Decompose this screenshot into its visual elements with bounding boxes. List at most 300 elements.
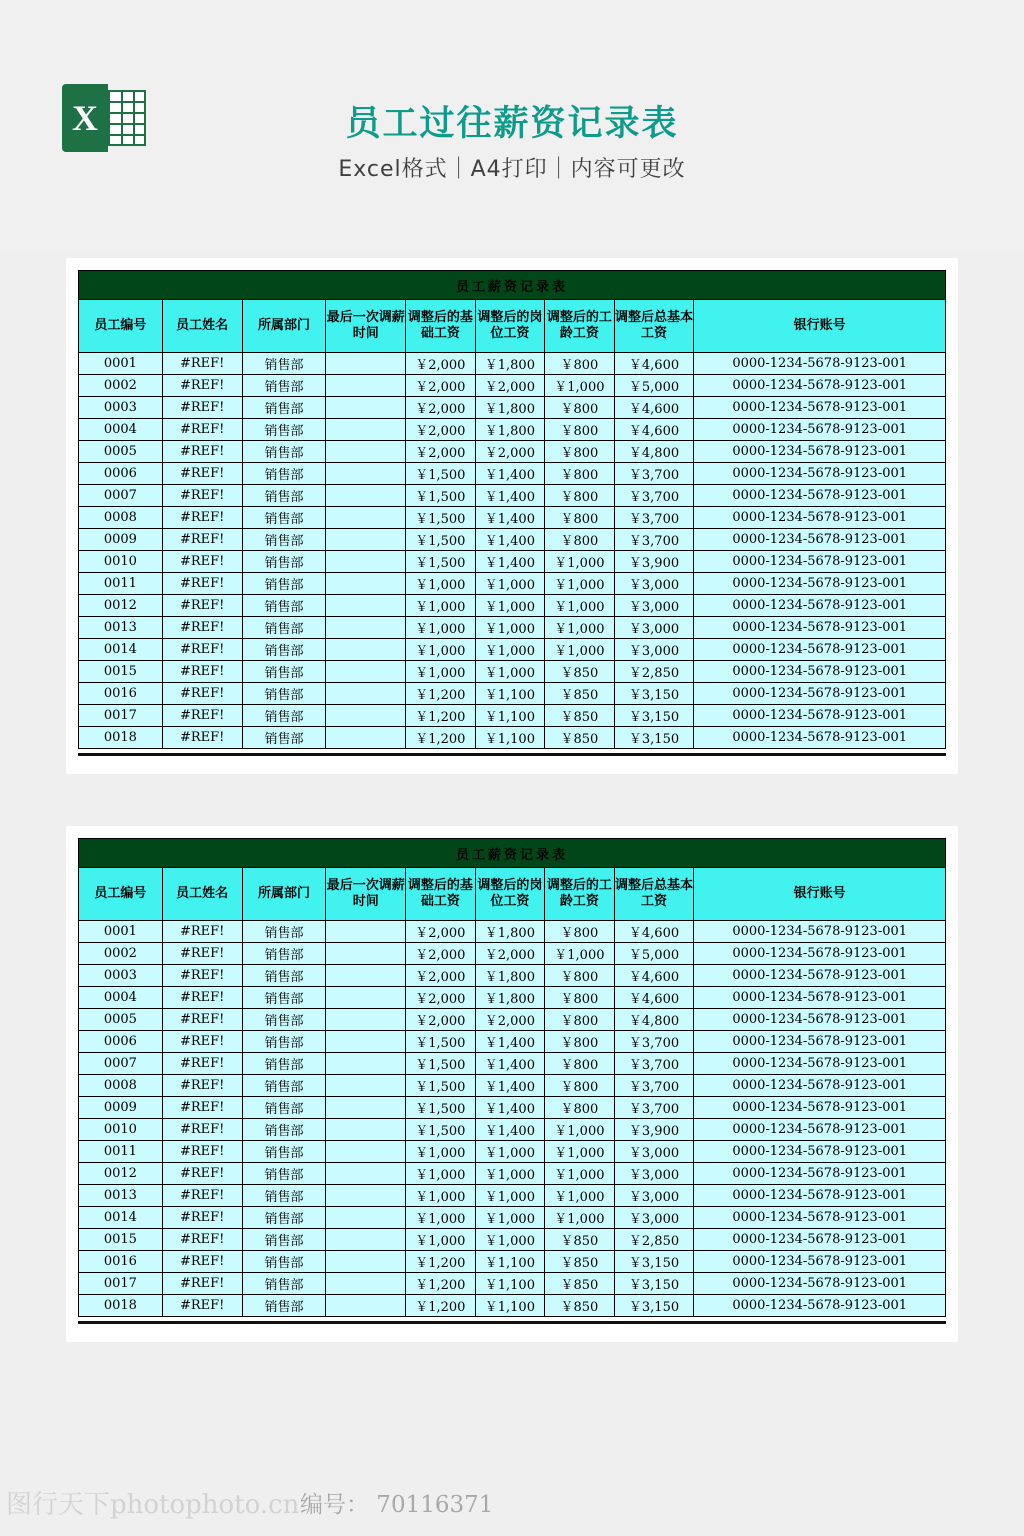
cell-department[interactable]: 销售部 — [242, 987, 326, 1009]
cell-last-adjust-date[interactable] — [326, 705, 406, 727]
cell-employee-id[interactable]: 0013 — [79, 617, 163, 639]
cell-seniority-salary[interactable]: ￥800 — [545, 353, 615, 375]
cell-employee-id[interactable]: 0004 — [79, 419, 163, 441]
cell-base-salary[interactable]: ￥1,200 — [406, 1251, 476, 1273]
cell-employee-name[interactable]: #REF! — [162, 419, 242, 441]
cell-total-salary[interactable]: ￥3,700 — [614, 507, 694, 529]
cell-post-salary[interactable]: ￥2,000 — [475, 375, 545, 397]
cell-total-salary[interactable]: ￥3,700 — [614, 485, 694, 507]
cell-employee-id[interactable]: 0002 — [79, 943, 163, 965]
cell-seniority-salary[interactable]: ￥800 — [545, 485, 615, 507]
cell-base-salary[interactable]: ￥1,500 — [406, 551, 476, 573]
cell-base-salary[interactable]: ￥1,000 — [406, 1207, 476, 1229]
cell-base-salary[interactable]: ￥2,000 — [406, 397, 476, 419]
cell-department[interactable]: 销售部 — [242, 507, 326, 529]
cell-last-adjust-date[interactable] — [326, 529, 406, 551]
cell-department[interactable]: 销售部 — [242, 441, 326, 463]
cell-department[interactable]: 销售部 — [242, 1053, 326, 1075]
cell-employee-name[interactable]: #REF! — [162, 507, 242, 529]
cell-post-salary[interactable]: ￥1,000 — [475, 1163, 545, 1185]
cell-seniority-salary[interactable]: ￥800 — [545, 965, 615, 987]
cell-total-salary[interactable]: ￥3,700 — [614, 463, 694, 485]
cell-employee-name[interactable]: #REF! — [162, 987, 242, 1009]
cell-employee-id[interactable]: 0005 — [79, 441, 163, 463]
cell-last-adjust-date[interactable] — [326, 617, 406, 639]
cell-base-salary[interactable]: ￥2,000 — [406, 965, 476, 987]
cell-bank-account[interactable]: 0000-1234-5678-9123-001 — [694, 595, 946, 617]
cell-department[interactable]: 销售部 — [242, 419, 326, 441]
table-row[interactable] — [79, 1053, 946, 1075]
cell-employee-name[interactable]: #REF! — [162, 1053, 242, 1075]
cell-bank-account[interactable]: 0000-1234-5678-9123-001 — [694, 683, 946, 705]
cell-bank-account[interactable]: 0000-1234-5678-9123-001 — [694, 1295, 946, 1317]
table-row[interactable] — [79, 397, 946, 419]
table-row[interactable] — [79, 965, 946, 987]
cell-base-salary[interactable]: ￥1,500 — [406, 463, 476, 485]
cell-employee-id[interactable]: 0008 — [79, 507, 163, 529]
cell-base-salary[interactable]: ￥1,000 — [406, 1163, 476, 1185]
cell-seniority-salary[interactable]: ￥850 — [545, 661, 615, 683]
cell-total-salary[interactable]: ￥3,000 — [614, 617, 694, 639]
table-row[interactable] — [79, 943, 946, 965]
cell-seniority-salary[interactable]: ￥800 — [545, 1009, 615, 1031]
cell-department[interactable]: 销售部 — [242, 1273, 326, 1295]
cell-base-salary[interactable]: ￥1,500 — [406, 1053, 476, 1075]
cell-base-salary[interactable]: ￥1,500 — [406, 529, 476, 551]
table-row[interactable] — [79, 529, 946, 551]
cell-total-salary[interactable]: ￥4,600 — [614, 353, 694, 375]
cell-employee-name[interactable]: #REF! — [162, 705, 242, 727]
cell-seniority-salary[interactable]: ￥1,000 — [545, 1141, 615, 1163]
cell-base-salary[interactable]: ￥1,000 — [406, 639, 476, 661]
cell-post-salary[interactable]: ￥1,000 — [475, 1207, 545, 1229]
cell-bank-account[interactable]: 0000-1234-5678-9123-001 — [694, 529, 946, 551]
cell-total-salary[interactable]: ￥4,600 — [614, 419, 694, 441]
cell-post-salary[interactable]: ￥1,400 — [475, 1075, 545, 1097]
cell-base-salary[interactable]: ￥1,000 — [406, 617, 476, 639]
cell-last-adjust-date[interactable] — [326, 441, 406, 463]
cell-department[interactable]: 销售部 — [242, 617, 326, 639]
cell-last-adjust-date[interactable] — [326, 463, 406, 485]
cell-bank-account[interactable]: 0000-1234-5678-9123-001 — [694, 1075, 946, 1097]
cell-total-salary[interactable]: ￥3,150 — [614, 705, 694, 727]
table-row[interactable] — [79, 441, 946, 463]
table-row[interactable] — [79, 1185, 946, 1207]
cell-last-adjust-date[interactable] — [326, 1053, 406, 1075]
cell-seniority-salary[interactable]: ￥850 — [545, 705, 615, 727]
cell-bank-account[interactable]: 0000-1234-5678-9123-001 — [694, 463, 946, 485]
cell-department[interactable]: 销售部 — [242, 573, 326, 595]
cell-base-salary[interactable]: ￥1,200 — [406, 1273, 476, 1295]
table-row[interactable] — [79, 485, 946, 507]
cell-post-salary[interactable]: ￥1,100 — [475, 1295, 545, 1317]
cell-base-salary[interactable]: ￥1,200 — [406, 705, 476, 727]
cell-post-salary[interactable]: ￥2,000 — [475, 441, 545, 463]
cell-post-salary[interactable]: ￥1,800 — [475, 397, 545, 419]
cell-last-adjust-date[interactable] — [326, 727, 406, 749]
cell-employee-name[interactable]: #REF! — [162, 1031, 242, 1053]
cell-seniority-salary[interactable]: ￥800 — [545, 397, 615, 419]
cell-base-salary[interactable]: ￥1,200 — [406, 683, 476, 705]
cell-department[interactable]: 销售部 — [242, 1141, 326, 1163]
cell-employee-id[interactable]: 0015 — [79, 1229, 163, 1251]
cell-last-adjust-date[interactable] — [326, 943, 406, 965]
cell-total-salary[interactable]: ￥3,700 — [614, 1053, 694, 1075]
cell-department[interactable]: 销售部 — [242, 1097, 326, 1119]
cell-base-salary[interactable]: ￥2,000 — [406, 943, 476, 965]
cell-last-adjust-date[interactable] — [326, 353, 406, 375]
table-row[interactable] — [79, 1075, 946, 1097]
cell-last-adjust-date[interactable] — [326, 1229, 406, 1251]
table-row[interactable] — [79, 463, 946, 485]
cell-last-adjust-date[interactable] — [326, 1097, 406, 1119]
cell-employee-id[interactable]: 0004 — [79, 987, 163, 1009]
cell-seniority-salary[interactable]: ￥850 — [545, 1251, 615, 1273]
cell-bank-account[interactable]: 0000-1234-5678-9123-001 — [694, 1207, 946, 1229]
cell-employee-id[interactable]: 0012 — [79, 595, 163, 617]
table-row[interactable] — [79, 353, 946, 375]
cell-seniority-salary[interactable]: ￥800 — [545, 507, 615, 529]
cell-base-salary[interactable]: ￥2,000 — [406, 375, 476, 397]
cell-employee-name[interactable]: #REF! — [162, 529, 242, 551]
cell-bank-account[interactable]: 0000-1234-5678-9123-001 — [694, 661, 946, 683]
cell-last-adjust-date[interactable] — [326, 419, 406, 441]
cell-total-salary[interactable]: ￥3,900 — [614, 551, 694, 573]
cell-total-salary[interactable]: ￥3,000 — [614, 1185, 694, 1207]
cell-post-salary[interactable]: ￥1,400 — [475, 463, 545, 485]
cell-employee-name[interactable]: #REF! — [162, 1163, 242, 1185]
cell-employee-id[interactable]: 0014 — [79, 639, 163, 661]
table-row[interactable] — [79, 661, 946, 683]
cell-total-salary[interactable]: ￥3,700 — [614, 1097, 694, 1119]
cell-last-adjust-date[interactable] — [326, 485, 406, 507]
cell-employee-name[interactable]: #REF! — [162, 1009, 242, 1031]
cell-department[interactable]: 销售部 — [242, 1163, 326, 1185]
cell-base-salary[interactable]: ￥1,000 — [406, 1229, 476, 1251]
cell-post-salary[interactable]: ￥1,000 — [475, 617, 545, 639]
cell-seniority-salary[interactable]: ￥1,000 — [545, 943, 615, 965]
cell-employee-id[interactable]: 0001 — [79, 921, 163, 943]
cell-post-salary[interactable]: ￥1,800 — [475, 965, 545, 987]
cell-total-salary[interactable]: ￥3,000 — [614, 1141, 694, 1163]
cell-last-adjust-date[interactable] — [326, 1295, 406, 1317]
cell-total-salary[interactable]: ￥3,700 — [614, 1075, 694, 1097]
cell-post-salary[interactable]: ￥1,400 — [475, 1119, 545, 1141]
cell-employee-id[interactable]: 0010 — [79, 1119, 163, 1141]
cell-employee-name[interactable]: #REF! — [162, 375, 242, 397]
cell-total-salary[interactable]: ￥3,150 — [614, 683, 694, 705]
cell-bank-account[interactable]: 0000-1234-5678-9123-001 — [694, 1229, 946, 1251]
cell-department[interactable]: 销售部 — [242, 639, 326, 661]
cell-employee-name[interactable]: #REF! — [162, 1229, 242, 1251]
cell-employee-id[interactable]: 0010 — [79, 551, 163, 573]
cell-base-salary[interactable]: ￥2,000 — [406, 987, 476, 1009]
cell-total-salary[interactable]: ￥5,000 — [614, 375, 694, 397]
cell-department[interactable]: 销售部 — [242, 1251, 326, 1273]
cell-bank-account[interactable]: 0000-1234-5678-9123-001 — [694, 1097, 946, 1119]
cell-employee-name[interactable]: #REF! — [162, 727, 242, 749]
cell-employee-name[interactable]: #REF! — [162, 965, 242, 987]
cell-department[interactable]: 销售部 — [242, 1031, 326, 1053]
cell-employee-id[interactable]: 0016 — [79, 683, 163, 705]
cell-employee-name[interactable]: #REF! — [162, 551, 242, 573]
cell-base-salary[interactable]: ￥2,000 — [406, 419, 476, 441]
cell-bank-account[interactable]: 0000-1234-5678-9123-001 — [694, 419, 946, 441]
table-row[interactable] — [79, 1163, 946, 1185]
cell-department[interactable]: 销售部 — [242, 595, 326, 617]
table-row[interactable] — [79, 1207, 946, 1229]
cell-seniority-salary[interactable]: ￥1,000 — [545, 1207, 615, 1229]
cell-employee-name[interactable]: #REF! — [162, 1119, 242, 1141]
cell-base-salary[interactable]: ￥1,000 — [406, 1141, 476, 1163]
cell-base-salary[interactable]: ￥1,500 — [406, 485, 476, 507]
cell-last-adjust-date[interactable] — [326, 1273, 406, 1295]
table-row[interactable] — [79, 683, 946, 705]
cell-employee-id[interactable]: 0008 — [79, 1075, 163, 1097]
cell-post-salary[interactable]: ￥1,400 — [475, 485, 545, 507]
cell-employee-id[interactable]: 0009 — [79, 529, 163, 551]
cell-last-adjust-date[interactable] — [326, 573, 406, 595]
cell-department[interactable]: 销售部 — [242, 463, 326, 485]
cell-post-salary[interactable]: ￥2,000 — [475, 1009, 545, 1031]
cell-department[interactable]: 销售部 — [242, 1119, 326, 1141]
cell-department[interactable]: 销售部 — [242, 683, 326, 705]
cell-bank-account[interactable]: 0000-1234-5678-9123-001 — [694, 727, 946, 749]
cell-last-adjust-date[interactable] — [326, 397, 406, 419]
cell-bank-account[interactable]: 0000-1234-5678-9123-001 — [694, 705, 946, 727]
cell-employee-id[interactable]: 0018 — [79, 727, 163, 749]
cell-total-salary[interactable]: ￥3,000 — [614, 573, 694, 595]
cell-department[interactable]: 销售部 — [242, 529, 326, 551]
cell-total-salary[interactable]: ￥3,150 — [614, 1251, 694, 1273]
table-row[interactable] — [79, 727, 946, 749]
cell-post-salary[interactable]: ￥1,100 — [475, 727, 545, 749]
cell-employee-name[interactable]: #REF! — [162, 1097, 242, 1119]
cell-seniority-salary[interactable]: ￥800 — [545, 441, 615, 463]
table-row[interactable] — [79, 551, 946, 573]
table-row[interactable] — [79, 1031, 946, 1053]
cell-last-adjust-date[interactable] — [326, 661, 406, 683]
cell-total-salary[interactable]: ￥3,150 — [614, 727, 694, 749]
cell-employee-id[interactable]: 0013 — [79, 1185, 163, 1207]
cell-base-salary[interactable]: ￥1,500 — [406, 1031, 476, 1053]
cell-bank-account[interactable]: 0000-1234-5678-9123-001 — [694, 1119, 946, 1141]
cell-employee-name[interactable]: #REF! — [162, 943, 242, 965]
cell-base-salary[interactable]: ￥2,000 — [406, 1009, 476, 1031]
cell-employee-id[interactable]: 0007 — [79, 485, 163, 507]
cell-total-salary[interactable]: ￥2,850 — [614, 1229, 694, 1251]
cell-seniority-salary[interactable]: ￥1,000 — [545, 1119, 615, 1141]
cell-last-adjust-date[interactable] — [326, 1075, 406, 1097]
cell-bank-account[interactable]: 0000-1234-5678-9123-001 — [694, 353, 946, 375]
cell-department[interactable]: 销售部 — [242, 1075, 326, 1097]
table-row[interactable] — [79, 507, 946, 529]
cell-last-adjust-date[interactable] — [326, 639, 406, 661]
cell-seniority-salary[interactable]: ￥1,000 — [545, 375, 615, 397]
cell-employee-name[interactable]: #REF! — [162, 397, 242, 419]
cell-employee-id[interactable]: 0018 — [79, 1295, 163, 1317]
table-row[interactable] — [79, 1273, 946, 1295]
cell-bank-account[interactable]: 0000-1234-5678-9123-001 — [694, 1273, 946, 1295]
table-row[interactable] — [79, 595, 946, 617]
cell-department[interactable]: 销售部 — [242, 661, 326, 683]
cell-bank-account[interactable]: 0000-1234-5678-9123-001 — [694, 1009, 946, 1031]
table-row[interactable] — [79, 1295, 946, 1317]
table-row[interactable] — [79, 1119, 946, 1141]
cell-base-salary[interactable]: ￥1,500 — [406, 1075, 476, 1097]
cell-total-salary[interactable]: ￥3,150 — [614, 1295, 694, 1317]
cell-employee-name[interactable]: #REF! — [162, 1251, 242, 1273]
cell-employee-id[interactable]: 0001 — [79, 353, 163, 375]
cell-bank-account[interactable]: 0000-1234-5678-9123-001 — [694, 987, 946, 1009]
cell-seniority-salary[interactable]: ￥1,000 — [545, 595, 615, 617]
cell-employee-name[interactable]: #REF! — [162, 1273, 242, 1295]
cell-total-salary[interactable]: ￥3,150 — [614, 1273, 694, 1295]
cell-employee-id[interactable]: 0012 — [79, 1163, 163, 1185]
cell-department[interactable]: 销售部 — [242, 921, 326, 943]
cell-employee-id[interactable]: 0011 — [79, 1141, 163, 1163]
cell-employee-name[interactable]: #REF! — [162, 661, 242, 683]
cell-seniority-salary[interactable]: ￥850 — [545, 1273, 615, 1295]
cell-total-salary[interactable]: ￥3,000 — [614, 1163, 694, 1185]
cell-department[interactable]: 销售部 — [242, 1295, 326, 1317]
cell-department[interactable]: 销售部 — [242, 943, 326, 965]
cell-post-salary[interactable]: ￥1,100 — [475, 683, 545, 705]
cell-total-salary[interactable]: ￥4,800 — [614, 441, 694, 463]
cell-seniority-salary[interactable]: ￥850 — [545, 1295, 615, 1317]
cell-employee-id[interactable]: 0002 — [79, 375, 163, 397]
cell-employee-id[interactable]: 0016 — [79, 1251, 163, 1273]
cell-employee-name[interactable]: #REF! — [162, 1295, 242, 1317]
cell-post-salary[interactable]: ￥2,000 — [475, 943, 545, 965]
table-row[interactable] — [79, 987, 946, 1009]
cell-post-salary[interactable]: ￥1,100 — [475, 1251, 545, 1273]
cell-seniority-salary[interactable]: ￥1,000 — [545, 617, 615, 639]
cell-bank-account[interactable]: 0000-1234-5678-9123-001 — [694, 639, 946, 661]
cell-post-salary[interactable]: ￥1,000 — [475, 661, 545, 683]
cell-post-salary[interactable]: ￥1,400 — [475, 551, 545, 573]
cell-last-adjust-date[interactable] — [326, 595, 406, 617]
cell-bank-account[interactable]: 0000-1234-5678-9123-001 — [694, 943, 946, 965]
cell-employee-name[interactable]: #REF! — [162, 595, 242, 617]
cell-total-salary[interactable]: ￥3,000 — [614, 639, 694, 661]
cell-total-salary[interactable]: ￥4,600 — [614, 921, 694, 943]
cell-total-salary[interactable]: ￥4,600 — [614, 397, 694, 419]
cell-post-salary[interactable]: ￥1,100 — [475, 1273, 545, 1295]
cell-seniority-salary[interactable]: ￥1,000 — [545, 1163, 615, 1185]
table-row[interactable] — [79, 1141, 946, 1163]
cell-bank-account[interactable]: 0000-1234-5678-9123-001 — [694, 1031, 946, 1053]
cell-employee-name[interactable]: #REF! — [162, 485, 242, 507]
cell-employee-name[interactable]: #REF! — [162, 1207, 242, 1229]
table-row[interactable] — [79, 375, 946, 397]
cell-seniority-salary[interactable]: ￥850 — [545, 727, 615, 749]
cell-seniority-salary[interactable]: ￥800 — [545, 463, 615, 485]
cell-last-adjust-date[interactable] — [326, 1163, 406, 1185]
cell-employee-id[interactable]: 0017 — [79, 1273, 163, 1295]
cell-employee-name[interactable]: #REF! — [162, 1185, 242, 1207]
cell-post-salary[interactable]: ￥1,000 — [475, 1229, 545, 1251]
cell-employee-name[interactable]: #REF! — [162, 683, 242, 705]
cell-base-salary[interactable]: ￥1,000 — [406, 1185, 476, 1207]
cell-total-salary[interactable]: ￥4,600 — [614, 987, 694, 1009]
cell-bank-account[interactable]: 0000-1234-5678-9123-001 — [694, 1163, 946, 1185]
cell-last-adjust-date[interactable] — [326, 1119, 406, 1141]
cell-last-adjust-date[interactable] — [326, 1185, 406, 1207]
cell-last-adjust-date[interactable] — [326, 1031, 406, 1053]
cell-post-salary[interactable]: ￥1,800 — [475, 353, 545, 375]
cell-post-salary[interactable]: ￥1,400 — [475, 507, 545, 529]
cell-last-adjust-date[interactable] — [326, 551, 406, 573]
cell-bank-account[interactable]: 0000-1234-5678-9123-001 — [694, 397, 946, 419]
cell-base-salary[interactable]: ￥2,000 — [406, 921, 476, 943]
cell-last-adjust-date[interactable] — [326, 965, 406, 987]
cell-total-salary[interactable]: ￥4,800 — [614, 1009, 694, 1031]
cell-bank-account[interactable]: 0000-1234-5678-9123-001 — [694, 573, 946, 595]
cell-seniority-salary[interactable]: ￥1,000 — [545, 639, 615, 661]
cell-department[interactable]: 销售部 — [242, 551, 326, 573]
table-row[interactable] — [79, 1097, 946, 1119]
cell-post-salary[interactable]: ￥1,800 — [475, 921, 545, 943]
cell-seniority-salary[interactable]: ￥800 — [545, 419, 615, 441]
cell-bank-account[interactable]: 0000-1234-5678-9123-001 — [694, 1053, 946, 1075]
cell-base-salary[interactable]: ￥1,000 — [406, 595, 476, 617]
cell-seniority-salary[interactable]: ￥1,000 — [545, 573, 615, 595]
cell-base-salary[interactable]: ￥2,000 — [406, 441, 476, 463]
cell-employee-name[interactable]: #REF! — [162, 617, 242, 639]
cell-bank-account[interactable]: 0000-1234-5678-9123-001 — [694, 551, 946, 573]
cell-last-adjust-date[interactable] — [326, 375, 406, 397]
cell-bank-account[interactable]: 0000-1234-5678-9123-001 — [694, 617, 946, 639]
cell-department[interactable]: 销售部 — [242, 705, 326, 727]
cell-last-adjust-date[interactable] — [326, 921, 406, 943]
cell-seniority-salary[interactable]: ￥850 — [545, 683, 615, 705]
cell-total-salary[interactable]: ￥3,700 — [614, 529, 694, 551]
cell-bank-account[interactable]: 0000-1234-5678-9123-001 — [694, 1251, 946, 1273]
cell-employee-id[interactable]: 0009 — [79, 1097, 163, 1119]
cell-last-adjust-date[interactable] — [326, 1207, 406, 1229]
table-row[interactable] — [79, 705, 946, 727]
table-row[interactable] — [79, 1229, 946, 1251]
cell-department[interactable]: 销售部 — [242, 1009, 326, 1031]
table-row[interactable] — [79, 573, 946, 595]
cell-total-salary[interactable]: ￥2,850 — [614, 661, 694, 683]
cell-post-salary[interactable]: ￥1,400 — [475, 1053, 545, 1075]
cell-seniority-salary[interactable]: ￥800 — [545, 1075, 615, 1097]
cell-employee-id[interactable]: 0014 — [79, 1207, 163, 1229]
cell-department[interactable]: 销售部 — [242, 397, 326, 419]
cell-post-salary[interactable]: ￥1,800 — [475, 419, 545, 441]
cell-total-salary[interactable]: ￥5,000 — [614, 943, 694, 965]
cell-base-salary[interactable]: ￥1,500 — [406, 1097, 476, 1119]
cell-department[interactable]: 销售部 — [242, 1185, 326, 1207]
cell-post-salary[interactable]: ￥1,400 — [475, 529, 545, 551]
cell-last-adjust-date[interactable] — [326, 507, 406, 529]
cell-total-salary[interactable]: ￥3,900 — [614, 1119, 694, 1141]
cell-employee-id[interactable]: 0006 — [79, 463, 163, 485]
table-row[interactable] — [79, 1009, 946, 1031]
cell-total-salary[interactable]: ￥3,000 — [614, 1207, 694, 1229]
cell-bank-account[interactable]: 0000-1234-5678-9123-001 — [694, 965, 946, 987]
cell-seniority-salary[interactable]: ￥850 — [545, 1229, 615, 1251]
cell-bank-account[interactable]: 0000-1234-5678-9123-001 — [694, 441, 946, 463]
cell-employee-id[interactable]: 0003 — [79, 397, 163, 419]
cell-post-salary[interactable]: ￥1,400 — [475, 1097, 545, 1119]
cell-employee-id[interactable]: 0006 — [79, 1031, 163, 1053]
cell-bank-account[interactable]: 0000-1234-5678-9123-001 — [694, 375, 946, 397]
cell-department[interactable]: 销售部 — [242, 375, 326, 397]
cell-post-salary[interactable]: ￥1,000 — [475, 1141, 545, 1163]
